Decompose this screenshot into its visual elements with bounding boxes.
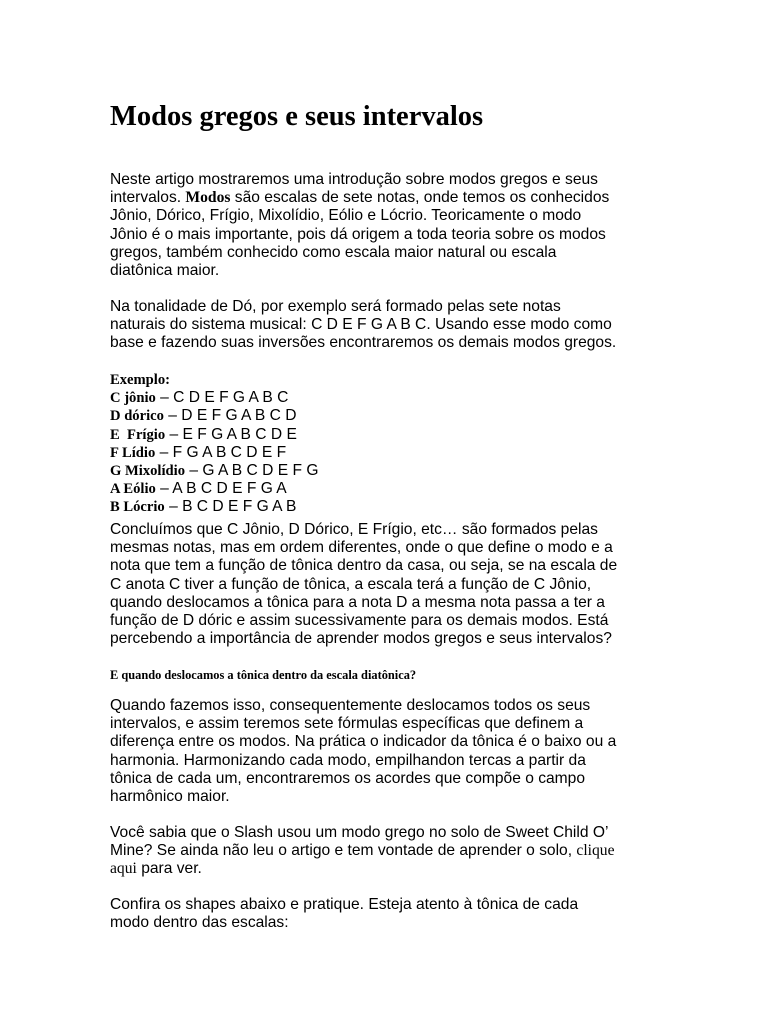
slash-line-3 (110, 860, 670, 878)
conclusao-line-4: C anota C tiver a função de tônica, a escala terá a função de C Jônio, (110, 575, 592, 593)
exemplo-item (110, 498, 670, 516)
aqui-link[interactable]: aqui (110, 860, 137, 878)
exemplo-item (110, 444, 670, 462)
page-title: Modos gregos e seus intervalos (110, 101, 484, 132)
exemplo-notes: – F G A B C D E F (155, 443, 287, 461)
tonalidade-line-1: Na tonalidade de Dó, por exemplo será formado pelas sete notas (110, 298, 561, 315)
exemplo-list (110, 371, 670, 517)
intro-paragraph (110, 171, 670, 280)
exemplo-item (110, 462, 670, 480)
exemplo-notes: – G A B C D E F G (185, 461, 319, 479)
exemplo-mode: G Mixolídio (110, 462, 185, 479)
intro-line-5: gregos, também conhecido como escala maior natural ou escala (110, 243, 557, 261)
exemplo-notes: – C D E F G A B C (155, 389, 289, 407)
intro-line-3: Jônio, Dórico, Frígio, Mixolídio, Eólio e Lócrio. Teoricamente o modo (110, 207, 582, 225)
conclusao-line-3: nota que tem a função de tônica dentro da casa, ou seja, se na escala de (110, 557, 618, 575)
exemplo-notes: – A B C D E F G A (155, 480, 287, 498)
tonalidade-line-2: naturais do sistema musical: C D E F G A B C. Usando esse modo como (110, 316, 612, 334)
tonalidade-line-3: base e fazendo suas inversões encontraremos os demais modos gregos. (110, 334, 617, 352)
exemplo-mode: F Lídio (110, 444, 156, 461)
intro-line-6: diatônica maior. (110, 261, 220, 279)
intro-line-2-end: são escalas de sete notas, onde temos os conhecidos (230, 189, 610, 207)
exemplo-notes: – B C D E F G A B (164, 498, 297, 516)
confira-line-1: Confira os shapes abaixo e pratique. Esteja atento à tônica de cada (110, 896, 579, 913)
exemplo-notes: – E F G A B C D E (165, 425, 297, 443)
conclusao-line-7: percebendo a importância de aprender modos gregos e seus intervalos? (110, 630, 612, 648)
deslocamento-paragraph (110, 697, 670, 806)
intro-line-4: Jônio é o mais importante, pois dá origem a toda teoria sobre os modos (110, 225, 606, 243)
conclusao-paragraph (110, 521, 670, 648)
slash-line-2 (110, 842, 670, 860)
exemplo-mode: C jônio (110, 390, 156, 407)
exemplo-item (110, 407, 670, 425)
exemplo-mode: B Lócrio (110, 499, 165, 516)
conclusao-line-6: função de D dóric e assim sucessivamente para os demais modos. Está (110, 611, 609, 629)
clique-link[interactable]: clique (576, 842, 615, 860)
section-subheading: E quando deslocamos a tônica dentro da escala diatônica? (110, 668, 417, 682)
slash-line-1: Você sabia que o Slash usou um modo grego no solo de Sweet Child O’ (110, 824, 609, 841)
slash-line-3-text: para ver. (136, 860, 202, 878)
intro-line-2-start: intervalos. (110, 189, 186, 207)
slash-paragraph (110, 824, 670, 879)
exemplo-label-line (110, 371, 670, 389)
exemplo-mode: D dórico (110, 408, 164, 425)
deslocamento-line-1: Quando fazemos isso, consequentemente deslocamos todos os seus (110, 697, 591, 714)
deslocamento-line-2: intervalos, e assim teremos sete fórmulas específicas que definem a (110, 715, 584, 733)
exemplo-item (110, 389, 670, 407)
intro-line-1: Neste artigo mostraremos uma introdução sobre modos gregos e seus (110, 171, 598, 188)
confira-line-2: modo dentro das escalas: (110, 914, 289, 932)
exemplo-item (110, 426, 670, 444)
exemplo-mode: E Frígio (110, 426, 166, 443)
intro-line-2 (110, 189, 670, 207)
conclusao-line-5: quando deslocamos a tônica para a nota D a mesma nota passa a ter a (110, 593, 605, 611)
tonalidade-paragraph (110, 298, 670, 353)
exemplo-mode: A Eólio (110, 481, 156, 498)
conclusao-line-2: mesmas notas, mas em ordem diferentes, onde o que define o modo e a (110, 539, 613, 557)
modos-bold-term: Modos (185, 189, 231, 207)
slash-line-2-text: Mine? Se ainda não leu o artigo e tem vontade de aprender o solo, (110, 842, 577, 860)
confira-paragraph (110, 896, 670, 932)
deslocamento-line-4: harmonia. Harmonizando cada modo, empilhandon tercas a partir da (110, 751, 586, 769)
deslocamento-line-5: tônica de cada um, encontraremos os acordes que compõe o campo (110, 769, 586, 787)
deslocamento-line-3: diferença entre os modos. Na prática o indicador da tônica é o baixo ou a (110, 733, 617, 751)
exemplo-label: Exemplo: (110, 372, 170, 388)
exemplo-item (110, 480, 670, 498)
conclusao-line-1: Concluímos que C Jônio, D Dórico, E Frígio, etc… são formados pelas (110, 521, 598, 538)
deslocamento-line-6: harmônico maior. (110, 787, 230, 805)
exemplo-notes: – D E F G A B C D (163, 407, 297, 425)
